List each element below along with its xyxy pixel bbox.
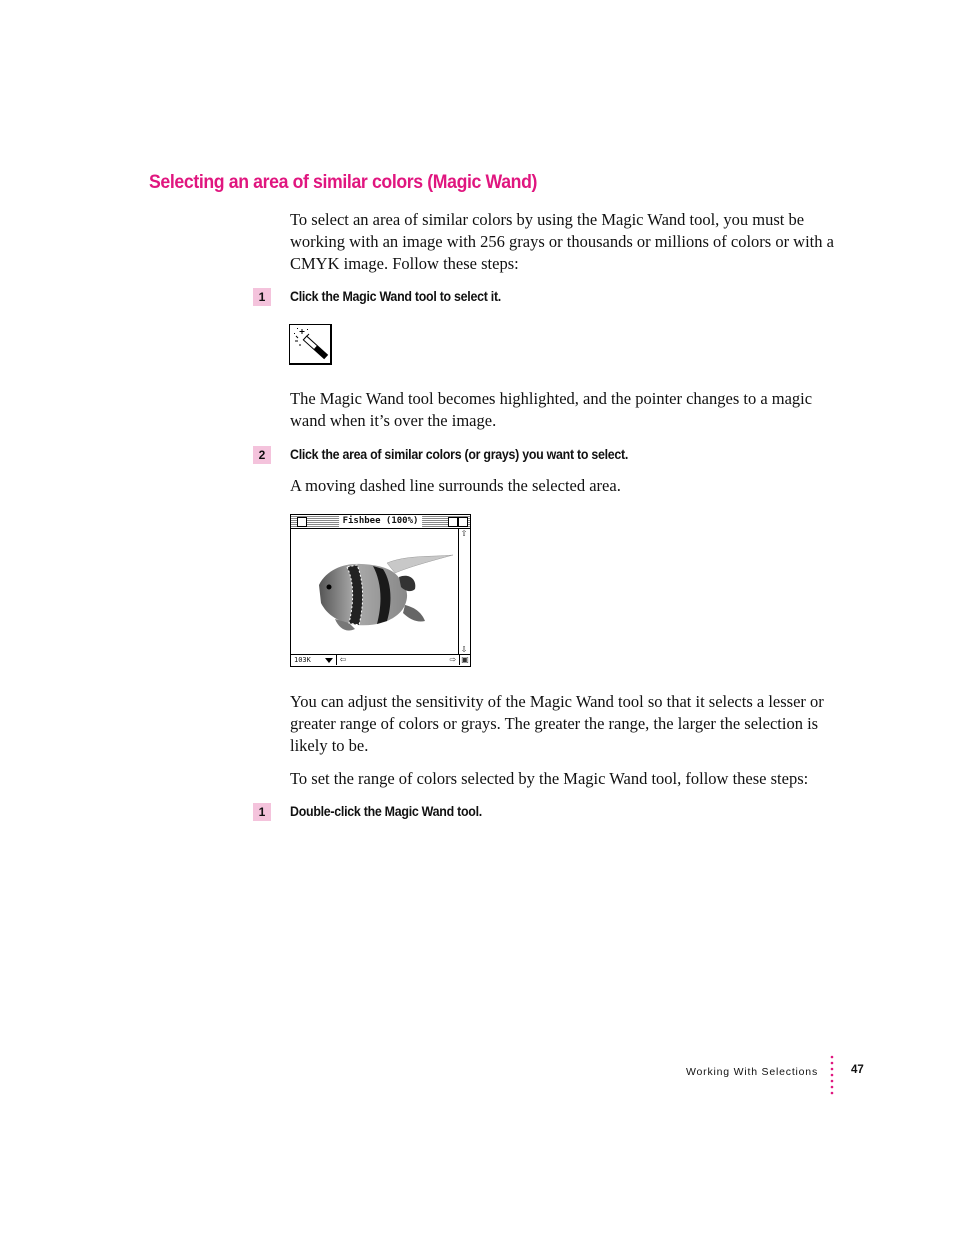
magic-wand-icon [289,324,332,365]
scroll-down-arrow-icon[interactable]: ⇩ [460,645,468,654]
fish-image[interactable] [291,529,459,655]
step-instruction: Click the area of similar colors (or grays) you want to select. [290,447,629,462]
collapse-box-icon[interactable] [458,517,468,527]
tool-highlight-paragraph: The Magic Wand tool becomes highlighted, and the pointer changes to a magic wand when it’s over the image. [290,389,813,430]
scroll-left-arrow-icon[interactable]: ⇦ [339,655,347,664]
zoom-size-value: 103K [294,656,311,664]
image-window [290,514,471,667]
section-heading: Selecting an area of similar colors (Magic Wand) [149,172,538,193]
step-number-badge: 1 [253,288,271,306]
sensitivity-paragraph: You can adjust the sensitivity of the Magic Wand tool so that it selects a lesser or greater range of colors or grays. The greater the range, the larger the selection is likely to be. [290,692,824,755]
page-number: 47 [851,1064,864,1076]
footer-dotted-rule [830,1055,834,1095]
step-instruction: Click the Magic Wand tool to select it. [290,289,501,304]
range-paragraph: To set the range of colors selected by the Magic Wand tool, follow these steps: [290,769,809,788]
resize-box-icon[interactable]: ▣ [459,655,470,665]
step-number-badge: 1 [253,803,271,821]
window-title: Fishbee (100%) [339,515,423,528]
close-box-icon[interactable] [297,517,307,527]
selection-result-paragraph: A moving dashed line surrounds the selected area. [290,476,621,495]
zoom-box-icon[interactable] [448,517,458,527]
step-instruction: Double-click the Magic Wand tool. [290,804,482,819]
scroll-right-arrow-icon[interactable]: ⇨ [449,655,457,664]
scroll-up-arrow-icon[interactable]: ⇧ [460,529,468,538]
footer-section-label: Working With Selections [686,1066,818,1078]
window-title-bar[interactable] [291,515,470,529]
zoom-size-field[interactable] [291,655,337,665]
horizontal-scrollbar[interactable] [291,654,470,666]
vertical-scrollbar[interactable] [458,529,470,655]
popup-arrow-icon[interactable] [325,658,333,663]
step-number-badge: 2 [253,446,271,464]
intro-paragraph: To select an area of similar colors by using the Magic Wand tool, you must be working with an image with 256 grays or thousands or millions of colors or with a CMYK image. Follow these steps: [290,210,834,273]
